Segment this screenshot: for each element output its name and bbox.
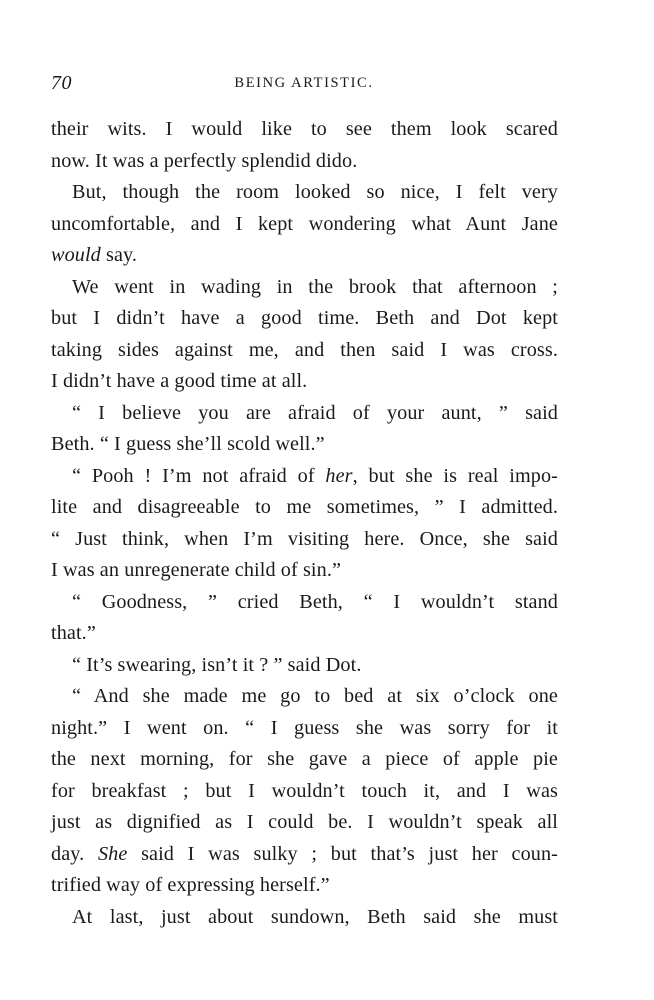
text-segment: night.” I went on. “ I guess she was sorry for it <box>51 716 558 739</box>
text-segment: “ And she made me go to bed at six o’clock one <box>72 685 558 707</box>
text-segment: trified way of expressing herself.” <box>51 874 330 896</box>
text-segment: “ Just think, when I’m visiting here. Once, she said <box>51 527 558 550</box>
text-segment: I was an unregenerate child of sin.” <box>51 559 342 581</box>
text-line <box>51 776 558 808</box>
page-number: 70 <box>51 72 72 94</box>
text-line <box>51 335 558 367</box>
text-segment: At last, just about sundown, Beth said she must <box>72 905 558 928</box>
text-line <box>51 713 558 745</box>
text-segment: their wits. I would like to see them look scared <box>51 118 558 140</box>
italic-text: her <box>325 464 353 487</box>
text-line <box>51 744 558 776</box>
text-segment: but I didn’t have a good time. Beth and Dot kept <box>51 307 558 329</box>
text-line <box>51 839 558 871</box>
text-line <box>51 240 558 272</box>
text-line <box>51 177 558 209</box>
text-segment: the next morning, for she gave a piece of apple pie <box>51 748 558 770</box>
text-segment: , but she is real impo- <box>352 464 558 487</box>
text-segment: “ It’s swearing, isn’t it ? ” said Dot. <box>72 653 362 676</box>
italic-text: would <box>51 244 101 266</box>
page-header <box>51 72 557 100</box>
text-line <box>51 555 558 587</box>
text-segment: now. It was a perfectly splendid dido. <box>51 149 358 172</box>
text-segment: for breakfast ; but I wouldn’t touch it, and I was <box>51 779 558 802</box>
text-segment: We went in wading in the brook that afternoon ; <box>72 275 558 298</box>
text-segment: that.” <box>51 622 96 644</box>
text-line <box>51 429 558 461</box>
text-segment: day. <box>51 842 98 865</box>
text-line <box>51 650 558 682</box>
text-line <box>51 461 558 493</box>
text-segment: just as dignified as I could be. I wouldn’t speak all <box>51 811 558 833</box>
text-line <box>51 587 558 619</box>
text-line <box>51 681 558 713</box>
text-line <box>51 209 558 241</box>
text-line <box>51 618 558 650</box>
text-segment: “ I believe you are afraid of your aunt, ” said <box>72 401 558 424</box>
text-line <box>51 114 558 146</box>
text-segment: I didn’t have a good time at all. <box>51 370 308 392</box>
running-head: BEING ARTISTIC. <box>234 75 374 91</box>
text-segment: say. <box>100 244 138 266</box>
text-segment: “ Pooh ! I’m not afraid of <box>72 464 326 487</box>
text-segment: uncomfortable, and I kept wondering what Aunt Jane <box>51 212 558 235</box>
text-line <box>51 492 558 524</box>
text-line <box>51 146 558 178</box>
text-line <box>51 902 558 934</box>
body-text <box>51 114 558 933</box>
text-segment: “ Goodness, ” cried Beth, “ I wouldn’t stand <box>72 590 558 613</box>
text-line <box>51 807 558 839</box>
text-line <box>51 303 558 335</box>
text-segment: But, though the room looked so nice, I felt very <box>72 181 558 203</box>
text-segment: lite and disagreeable to me sometimes, ” I admitted. <box>51 496 558 518</box>
text-line <box>51 272 558 304</box>
italic-text: She <box>97 842 128 865</box>
text-segment: taking sides against me, and then said I was cross. <box>51 338 558 361</box>
text-line <box>51 870 558 902</box>
text-line <box>51 524 558 556</box>
text-segment: Beth. “ I guess she’ll scold well.” <box>51 433 325 455</box>
text-segment: said I was sulky ; but that’s just her coun- <box>127 842 558 865</box>
text-line <box>51 398 558 430</box>
text-line <box>51 366 558 398</box>
